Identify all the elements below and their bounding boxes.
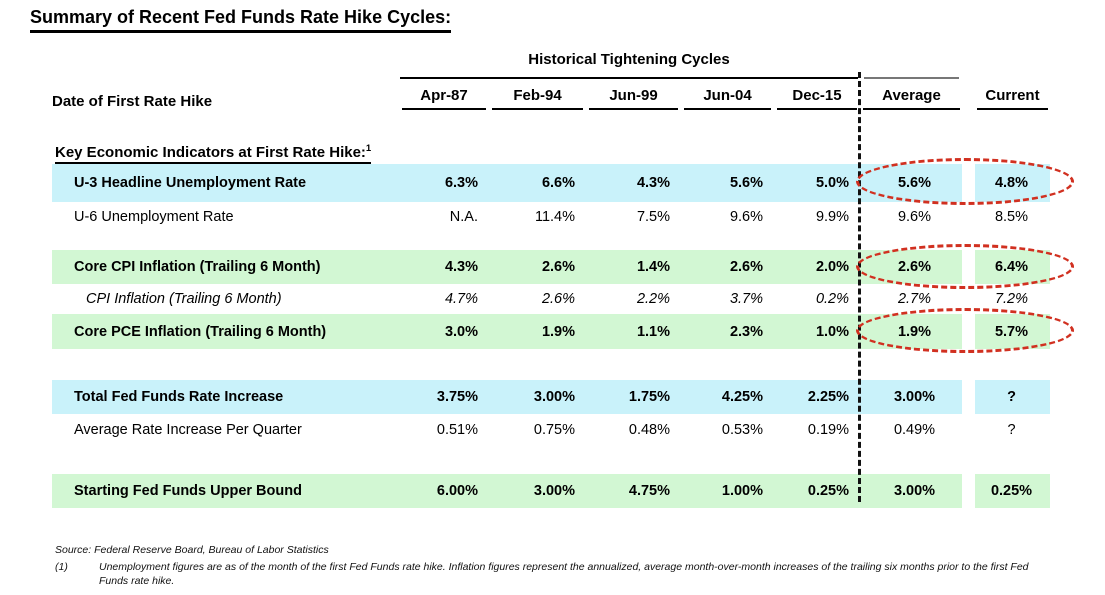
footnote-text: Unemployment figures are as of the month of the first Fed Funds rate hike. Inflation figures represent the annualized, average month-over-month increases of the trailing six months prior to the first Fed Funds rate hike. xyxy=(99,561,1029,587)
table-cell: 3.0% xyxy=(400,314,490,349)
table-cell: 6.6% xyxy=(490,164,587,202)
table-cell: 5.0% xyxy=(775,164,861,202)
table-cell-average: 3.00% xyxy=(861,474,962,508)
table-row-starting-bound xyxy=(52,474,1050,508)
table-cell: 3.00% xyxy=(490,474,587,508)
table-cell: 11.4% xyxy=(534,209,575,225)
table-cell: 9.9% xyxy=(815,209,849,225)
spacer-row xyxy=(52,110,1050,138)
table-row-total-increase xyxy=(52,380,1050,414)
row-label: Total Fed Funds Rate Increase xyxy=(52,380,400,414)
table-cell: 3.75% xyxy=(400,380,490,414)
table-row-u6 xyxy=(52,202,1050,232)
table-cell: 1.00% xyxy=(682,474,775,508)
section-header-row xyxy=(52,138,1050,164)
table-cell-average: 9.6% xyxy=(897,209,932,225)
footnote-marker: (1) xyxy=(55,561,68,573)
spacer-row xyxy=(52,349,1050,380)
table-cell-average: 0.49% xyxy=(893,422,936,438)
row-label: Core CPI Inflation (Trailing 6 Month) xyxy=(52,250,400,284)
table-cell: 1.0% xyxy=(775,314,861,349)
table-cell: 0.48% xyxy=(628,422,670,438)
column-header-current: Current xyxy=(975,82,1050,110)
table-cell: 6.3% xyxy=(400,164,490,202)
table-cell-current: 0.25% xyxy=(975,474,1050,508)
table-cell-current: 6.4% xyxy=(975,250,1050,284)
table-cell-current: ? xyxy=(975,380,1050,414)
row-label: U-6 Unemployment Rate xyxy=(74,209,234,225)
table-cell-current: ? xyxy=(1007,422,1016,438)
table-cell: 0.25% xyxy=(775,474,861,508)
table-cell: 4.3% xyxy=(587,164,682,202)
table-cell-average: 1.9% xyxy=(861,314,962,349)
table-cell: 2.6% xyxy=(541,291,575,307)
table-cell: 0.19% xyxy=(807,422,849,438)
header-spacer xyxy=(962,82,975,110)
table-cell: 1.75% xyxy=(587,380,682,414)
highlight-ellipse-core-cpi xyxy=(856,244,1074,289)
row-label: Starting Fed Funds Upper Bound xyxy=(52,474,400,508)
table-cell: 2.25% xyxy=(775,380,861,414)
table-cell: 4.25% xyxy=(682,380,775,414)
table-cell-current: 7.2% xyxy=(994,291,1029,307)
dashed-divider-line xyxy=(858,72,861,502)
table-cell: 0.51% xyxy=(436,422,478,438)
row-label: Average Rate Increase Per Quarter xyxy=(74,422,302,438)
table-cell-current: 8.5% xyxy=(994,209,1029,225)
table-cell: 5.6% xyxy=(682,164,775,202)
section-header: Key Economic Indicators at First Rate Hike:$^1$ xyxy=(55,143,371,164)
row-label: Core PCE Inflation (Trailing 6 Month) xyxy=(52,314,400,349)
table-cell: 2.6% xyxy=(490,250,587,284)
column-header-average: Average xyxy=(861,82,962,110)
table-cell: 2.6% xyxy=(682,250,775,284)
table-cell: 4.7% xyxy=(444,291,478,307)
column-header-row xyxy=(52,82,1050,110)
table-cell: 2.0% xyxy=(775,250,861,284)
table-cell-average: 3.00% xyxy=(861,380,962,414)
table-cell: 7.5% xyxy=(636,209,670,225)
highlight-ellipse-u3 xyxy=(856,158,1074,205)
row-label: U-3 Headline Unemployment Rate xyxy=(52,164,400,202)
table-cell: 4.75% xyxy=(587,474,682,508)
page-title: Summary of Recent Fed Funds Rate Hike Cycles: xyxy=(30,7,451,33)
header-rule xyxy=(400,77,858,79)
highlight-ellipse-core-pce xyxy=(856,308,1074,353)
table-cell-average: 5.6% xyxy=(861,164,962,202)
table-cell: 1.9% xyxy=(490,314,587,349)
footer xyxy=(55,543,1040,588)
table-cell-current: 5.7% xyxy=(975,314,1050,349)
column-header-feb-94: Feb-94 xyxy=(490,82,587,110)
column-header-dec-15: Dec-15 xyxy=(775,82,861,110)
table-cell-average: 2.7% xyxy=(897,291,932,307)
group-header: Historical Tightening Cycles xyxy=(528,51,730,68)
table-cell: 6.00% xyxy=(400,474,490,508)
table-cell: 1.4% xyxy=(587,250,682,284)
footnote xyxy=(55,560,1040,588)
table-cell-average: 2.6% xyxy=(861,250,962,284)
table-cell: 9.6% xyxy=(729,209,763,225)
table-cell: 0.2% xyxy=(815,291,849,307)
table-cell: 4.3% xyxy=(400,250,490,284)
table-cell: 1.1% xyxy=(587,314,682,349)
table-row-avg-per-quarter xyxy=(52,414,1050,446)
table-cell: 2.3% xyxy=(682,314,775,349)
footnote-ref: 1 xyxy=(365,143,372,154)
row-label: CPI Inflation (Trailing 6 Month) xyxy=(86,291,282,307)
spacer-row xyxy=(52,446,1050,474)
column-header-jun-04: Jun-04 xyxy=(682,82,775,110)
table-cell-current: 4.8% xyxy=(975,164,1050,202)
table-cell: 2.2% xyxy=(636,291,670,307)
column-header-apr-87: Apr-87 xyxy=(400,82,490,110)
table-cell: 0.53% xyxy=(721,422,763,438)
source-note: Source: Federal Reserve Board, Bureau of Labor Statistics xyxy=(55,544,329,556)
table-cell: N.A. xyxy=(449,209,478,225)
rate-hike-table xyxy=(52,82,1050,508)
average-overline xyxy=(864,77,959,79)
table-cell: 3.7% xyxy=(729,291,763,307)
column-header-jun-99: Jun-99 xyxy=(587,82,682,110)
table-cell: 0.75% xyxy=(533,422,575,438)
table-cell: 3.00% xyxy=(490,380,587,414)
row-axis-label: Date of First Rate Hike xyxy=(52,93,213,110)
table-row-cpi xyxy=(52,284,1050,314)
